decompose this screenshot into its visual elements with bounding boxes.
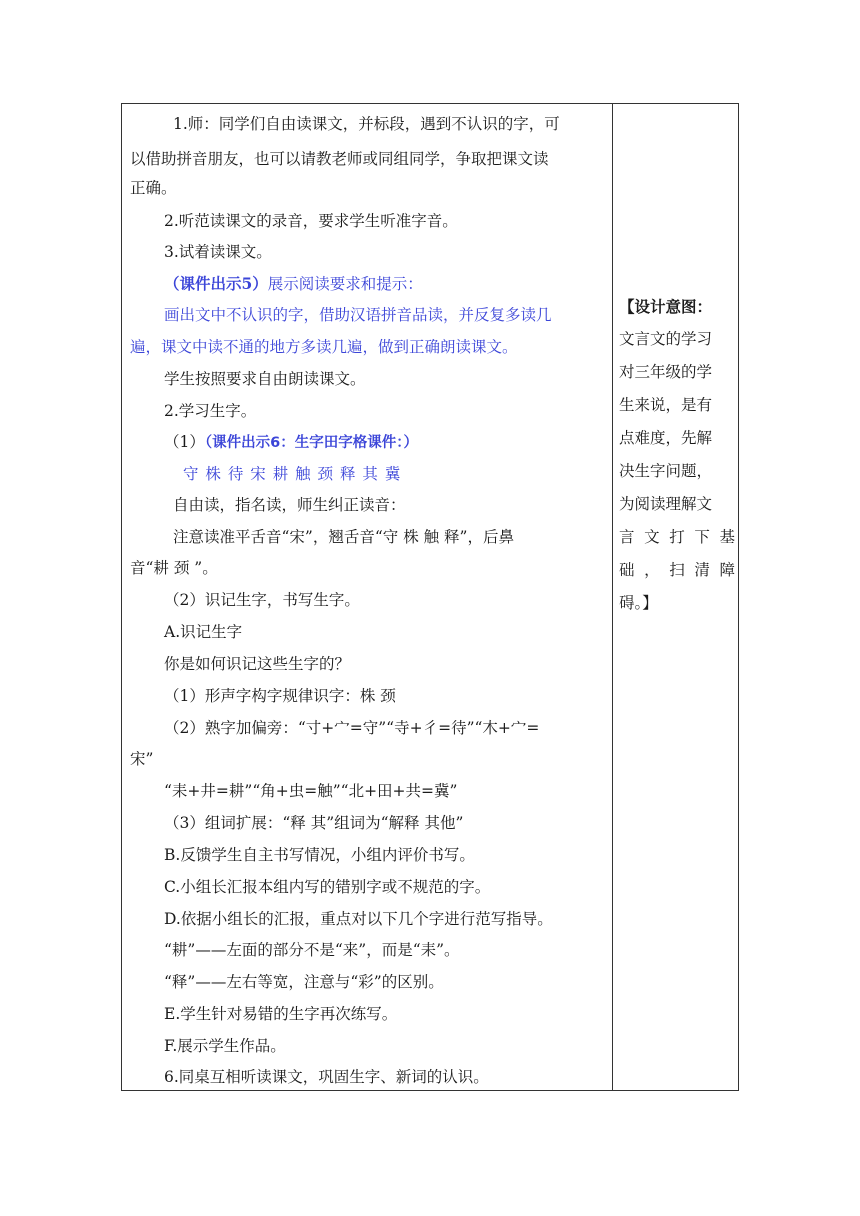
text-line: F.展示学生作品。 (164, 1037, 286, 1055)
blue-text-line: 画出文中不认识的字，借助汉语拼音品读，并反复多读几 (164, 306, 552, 324)
design-intent-line: 决生字问题， (619, 462, 713, 480)
text-line: 学生按照要求自由朗读课文。 (164, 370, 366, 388)
courseware-line (164, 268, 423, 300)
step-number: （1） (164, 433, 205, 451)
design-intent-line: 础，扫清障 (619, 561, 735, 579)
text-line: 2.听范读课文的录音，要求学生听准字音。 (164, 212, 458, 230)
text-line: 以借助拼音朋友，也可以请教老师或同组同学，争取把课文读 (130, 150, 549, 168)
text-line: B.反馈学生自主书写情况，小组内评价书写。 (164, 846, 475, 864)
text-line: 6.同桌互相听读课文，巩固生字、新词的认识。 (164, 1068, 489, 1086)
courseware-label: （课件出示5） (164, 274, 268, 293)
text-line: 1.师：同学们自由读课文，并标段，遇到不认识的字，可 (173, 115, 560, 133)
text-line: A.识记生字 (164, 623, 243, 641)
design-intent-line: 对三年级的学 (619, 363, 713, 381)
design-intent-line: 生来说，是有 (619, 396, 713, 414)
courseware-text: 展示阅读要求和提示： (267, 275, 423, 293)
design-intent-line: 文言文的学习 (619, 330, 713, 348)
text-line: 宋” (130, 750, 154, 768)
courseware-label-2: （课件出示6：生字田字格课件：） (204, 435, 418, 451)
courseware-line-2 (164, 426, 418, 458)
text-line: 2.学习生字。 (164, 402, 257, 420)
text-line: “耒+井=耕”“角+虫=触”“北+田+共=冀” (164, 782, 458, 800)
design-intent-line: 为阅读理解文 (619, 495, 713, 513)
blue-text-line: 遍，课文中读不通的地方多读几遍，做到正确朗读课文。 (130, 338, 518, 356)
text-line: 你是如何识记这些生字的？ (164, 655, 351, 673)
text-line: 正确。 (130, 179, 177, 197)
column-divider (612, 103, 613, 1091)
text-line: “释”——左右等宽，注意与“彩”的区别。 (164, 973, 444, 991)
text-line: （3）组词扩展：“释 其”组词为“解释 其他” (164, 814, 464, 832)
design-intent-line: 点难度，先解 (619, 429, 713, 447)
design-intent-line: 碍。】 (619, 594, 658, 612)
text-line: （2）识记生字，书写生字。 (164, 591, 360, 609)
text-line: （1）形声字构字规律识字：株 颈 (164, 687, 396, 705)
text-line: 音“耕 颈 ”。 (130, 559, 218, 577)
design-intent-heading: 【设计意图： (619, 297, 713, 316)
text-line: （2）熟字加偏旁：“寸+宀=守”“寺+彳=待”“木+宀= (164, 719, 540, 737)
text-line: 注意读准平舌音“宋”，翘舌音“守 株 触 释”，后鼻 (173, 528, 514, 546)
text-line: D.依据小组长的汇报，重点对以下几个字进行范写指导。 (164, 910, 553, 928)
new-characters-row: 守 株 待 宋 耕 触 颈 释 其 冀 (183, 465, 402, 483)
text-line: E.学生针对易错的生字再次练写。 (164, 1005, 398, 1023)
text-line: “耕”——左面的部分不是“来”，而是“耒”。 (164, 941, 460, 959)
text-line: C.小组长汇报本组内写的错别字或不规范的字。 (164, 878, 491, 896)
text-line: 3.试着读课文。 (164, 243, 272, 261)
text-line: 自由读，指名读，师生纠正读音： (173, 496, 406, 514)
design-intent-line: 言文打下基 (619, 528, 735, 546)
